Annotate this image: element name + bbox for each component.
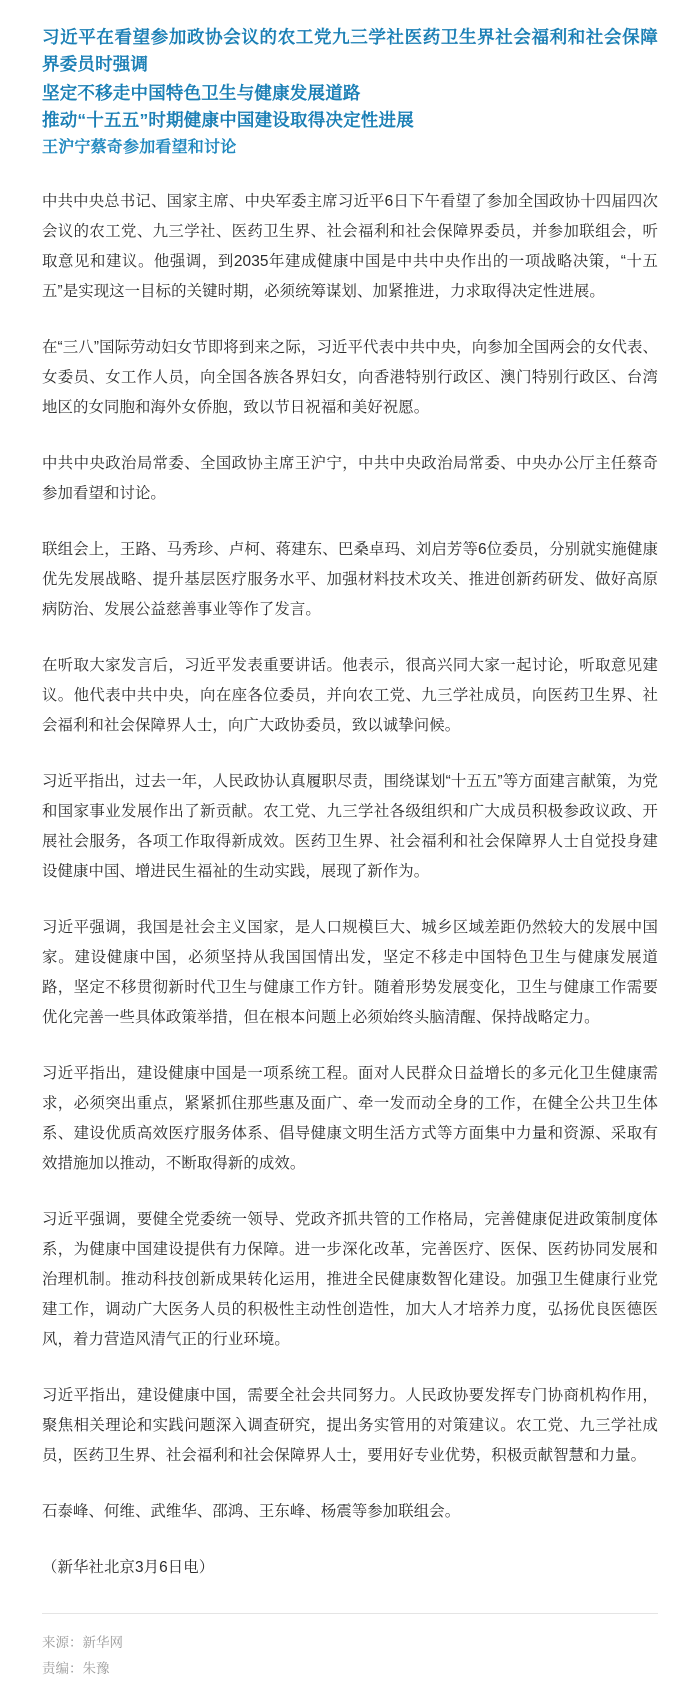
article-paragraph: 在听取大家发言后，习近平发表重要讲话。他表示，很高兴同大家一起讨论，听取意见建议。他代表中共中央，向在座各位委员，并向农工党、九三学社成员，向医药卫生界、社会福利和社会保障界人士，向广大政协委员，致以诚挚问候。: [42, 657, 658, 734]
article-paragraph: 习近平强调，我国是社会主义国家，是人口规模巨大、城乡区域差距仍然较大的发展中国家。建设健康中国，必须坚持从我国国情出发，坚定不移走中国特色卫生与健康发展道路，坚定不移贯彻新时代卫生与健康工作方针。随着形势发展变化，卫生与健康工作需要优化完善一些具体政策举措，但在根本问题上必须始终头脑清醒、保持战略定力。: [42, 919, 658, 1026]
article-paragraph: 习近平指出，过去一年，人民政协认真履职尽责，围绕谋划“十五五”等方面建言献策，为党和国家事业发展作出了新贡献。农工党、九三学社各级组织和广大成员积极参政议政、开展社会服务，各项工作取得新成效。医药卫生界、社会福利和社会保障界人士自觉投身建设健康中国、增进民生福祉的生动实践，展现了新作为。: [42, 773, 658, 880]
article-paragraph: 联组会上，王路、马秀珍、卢柯、蒋建东、巴桑卓玛、刘启芳等6位委员，分别就实施健康优先发展战略、提升基层医疗服务水平、加强材料技术攻关、推进创新药研发、做好高原病防治、发展公益慈善事业等作了发言。: [42, 541, 658, 618]
article-paragraph: 在“三八”国际劳动妇女节即将到来之际，习近平代表中共中央，向参加全国两会的女代表、女委员、女工作人员，向全国各族各界妇女，向香港特别行政区、澳门特别行政区、台湾地区的女同胞和海外女侨胞，致以节日祝福和美好祝愿。: [42, 339, 658, 416]
article-paragraph: 中共中央政治局常委、全国政协主席王沪宁，中共中央政治局常委、中央办公厅主任蔡奇参加看望和讨论。: [42, 455, 658, 502]
headline-eyebrow: 习近平在看望参加政协会议的农工党九三学社医药卫生界社会福利和社会保障界委员时强调: [42, 27, 658, 74]
article-footer: [42, 1613, 658, 1682]
editor-label: 责编：: [42, 1661, 83, 1676]
article-paragraph: 石泰峰、何维、武维华、邵鸿、王东峰、杨震等参加联组会。: [42, 1503, 461, 1520]
editor-line: [42, 1656, 658, 1682]
headline-byline: 王沪宁蔡奇参加看望和讨论: [42, 139, 237, 156]
source-line: [42, 1630, 658, 1656]
article-paragraph: 中共中央总书记、国家主席、中央军委主席习近平6日下午看望了参加全国政协十四届四次会议的农工党、九三学社、医药卫生界、社会福利和社会保障界委员，并参加联组会，听取意见和建议。他强调，到2035年建成健康中国是中共中央作出的一项战略决策，“十五五”是实现这一目标的关键时期，必须统筹谋划、加紧推进，力求取得决定性进展。: [42, 193, 658, 300]
source-value: 新华网: [82, 1635, 123, 1650]
headline-sub-title: 推动“十五五”时期健康中国建设取得决定性进展: [42, 110, 414, 130]
source-label: 来源：: [42, 1635, 83, 1650]
article-headline-block: [42, 24, 658, 161]
headline-main-title: 坚定不移走中国特色卫生与健康发展道路: [42, 83, 361, 103]
article-body: [42, 187, 658, 1583]
article-paragraph: 习近平强调，要健全党委统一领导、党政齐抓共管的工作格局，完善健康促进政策制度体系，为健康中国建设提供有力保障。进一步深化改革，完善医疗、医保、医药协同发展和治理机制。推动科技创新成果转化运用，推进全民健康数智化建设。加强卫生健康行业党建工作，调动广大医务人员的积极性主动性创造性，加大人才培养力度，弘扬优良医德医风，着力营造风清气正的行业环境。: [42, 1211, 658, 1348]
article-paragraph: 习近平指出，建设健康中国是一项系统工程。面对人民群众日益增长的多元化卫生健康需求，必须突出重点，紧紧抓住那些惠及面广、牵一发而动全身的工作，在健全公共卫生体系、建设优质高效医疗服务体系、倡导健康文明生活方式等方面集中力量和资源、采取有效措施加以推动，不断取得新的成效。: [42, 1065, 658, 1172]
article-dateline: （新华社北京3月6日电）: [42, 1559, 215, 1576]
article-paragraph: 习近平指出，建设健康中国，需要全社会共同努力。人民政协要发挥专门协商机构作用，聚焦相关理论和实践问题深入调查研究，提出务实管用的对策建议。农工党、九三学社成员，医药卫生界、社会福利和社会保障界人士，要用好专业优势，积极贡献智慧和力量。: [42, 1387, 658, 1464]
editor-value: 朱豫: [82, 1661, 110, 1676]
